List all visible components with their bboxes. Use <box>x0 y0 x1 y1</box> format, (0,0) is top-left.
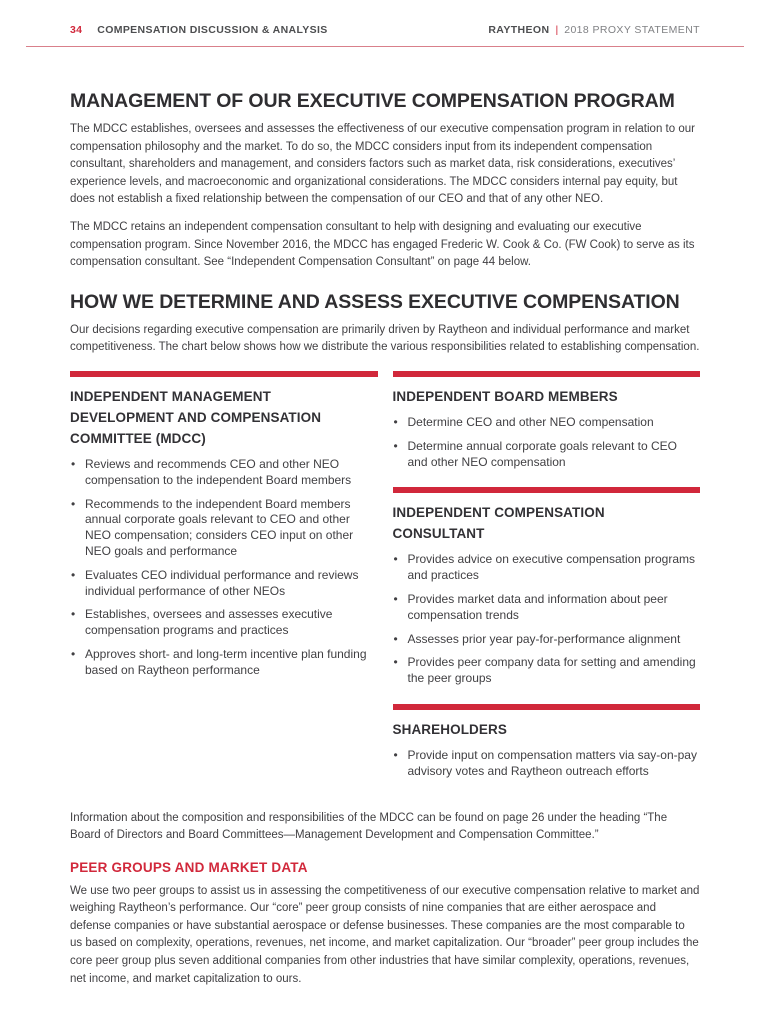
chart-section-heading: SHAREHOLDERS <box>392 721 507 737</box>
determine-intro-paragraph: Our decisions regarding executive compensation are primarily driven by Raytheon and individual performance and market competitiveness. The chart below shows how we distribute the various responsibilities related to establishing compensation. <box>70 323 700 354</box>
bullet-item: • Evaluates CEO individual performance and reviews individual performance of other NEOs <box>70 568 378 600</box>
section-title-management: MANAGEMENT OF OUR EXECUTIVE COMPENSATION PROGRAM <box>70 90 675 112</box>
chart-section-shareholders <box>393 704 701 780</box>
bullet-list <box>70 457 378 679</box>
chart-section-heading: INDEPENDENT MANAGEMENT DEVELOPMENT AND COMPENSATION COMMITTEE (MDCC) <box>70 388 322 446</box>
bullet-item: • Provides market data and information about peer compensation trends <box>393 592 701 624</box>
chart-section-mdcc <box>70 371 378 679</box>
chart-column-right <box>393 371 701 780</box>
bullet-list <box>393 415 701 470</box>
bullet-item: • Reviews and recommends CEO and other NEO compensation to the independent Board members <box>70 457 378 489</box>
red-bar <box>70 371 378 377</box>
header-separator: | <box>555 24 559 36</box>
red-bar <box>393 704 701 710</box>
chart-column-left <box>70 371 378 780</box>
bullet-item: • Provides advice on executive compensation programs and practices <box>393 552 701 584</box>
bullet-item: • Determine annual corporate goals relevant to CEO and other NEO compensation <box>393 439 701 471</box>
brand-name: RAYTHEON <box>488 24 550 36</box>
header-right <box>488 24 700 37</box>
bullet-item: • Determine CEO and other NEO compensation <box>393 415 701 431</box>
management-paragraph-2: The MDCC retains an independent compensation consultant to help with designing and evaluating our executive compensation program. Since November 2016, the MDCC has engaged Frederic W. Cook & Co. (FW Cook) to serve as its compensation consultant. See “Independent Compensation Consultant” on page 44 below. <box>70 220 695 269</box>
header-rule <box>26 46 744 47</box>
header-left <box>70 24 328 37</box>
chart-section-heading: INDEPENDENT COMPENSATION CONSULTANT <box>392 505 605 542</box>
chart-section-board-members <box>393 371 701 470</box>
chart-section-compensation-consultant <box>393 487 701 687</box>
header-section-label: COMPENSATION DISCUSSION & ANALYSIS <box>97 24 328 36</box>
bullet-item: • Assesses prior year pay-for-performance alignment <box>393 632 701 648</box>
page-number: 34 <box>70 24 83 36</box>
section-title-determine: HOW WE DETERMINE AND ASSESS EXECUTIVE COMPENSATION <box>70 290 680 313</box>
red-bar <box>393 487 701 493</box>
bullet-list <box>393 552 701 687</box>
bullet-item: • Provide input on compensation matters via say-on-pay advisory votes and Raytheon outreach efforts <box>393 748 701 780</box>
bullet-item: • Provides peer company data for setting and amending the peer groups <box>393 655 701 687</box>
chart-section-heading: INDEPENDENT BOARD MEMBERS <box>392 388 618 404</box>
bullet-item: • Establishes, oversees and assesses executive compensation programs and practices <box>70 607 378 639</box>
mdcc-note: Information about the composition and responsibilities of the MDCC can be found on page 26 under the heading “The Board of Directors and Board Committees—Management Development and Compensation Committee.” <box>70 811 668 842</box>
document-label: 2018 PROXY STATEMENT <box>564 24 700 36</box>
responsibility-chart <box>70 371 700 780</box>
section-title-peer-groups: PEER GROUPS AND MARKET DATA <box>70 859 308 875</box>
red-bar <box>393 371 701 377</box>
bullet-item: • Recommends to the independent Board members annual corporate goals relevant to CEO and other NEO compensation; considers CEO input on other NEO goals and performance <box>70 497 378 560</box>
bullet-list <box>393 748 701 780</box>
peer-groups-paragraph: We use two peer groups to assist us in assessing the competitiveness of our executive compensation relative to market and weighing Raytheon’s performance. Our “core” peer group consists of nine companies that are either aerospace and defense companies or have substantial aerospace or defense businesses. These companies are the most comparable to us based on complexity, operations, revenues, net income, and market capitalization. Our “broader” peer group includes the core peer group plus seven additional companies from other industries that have similar complexity, operations, revenues, net income, and market capitalization to ours. <box>70 884 700 985</box>
bullet-item: • Approves short- and long-term incentive plan funding based on Raytheon performance <box>70 647 378 679</box>
management-paragraph-1: The MDCC establishes, oversees and assesses the effectiveness of our executive compensation program in relation to our compensation philosophy and the market. To do so, the MDCC considers input from its independent compensation consultant, shareholders and management, and considers factors such as market data, risk considerations, executives’ experience levels, and macroeconomic and organizational considerations. The MDCC considers internal pay equity, but does not establish a fixed relationship between the compensation of our CEO and that of any other NEO. <box>70 123 695 206</box>
page-header <box>70 24 700 37</box>
